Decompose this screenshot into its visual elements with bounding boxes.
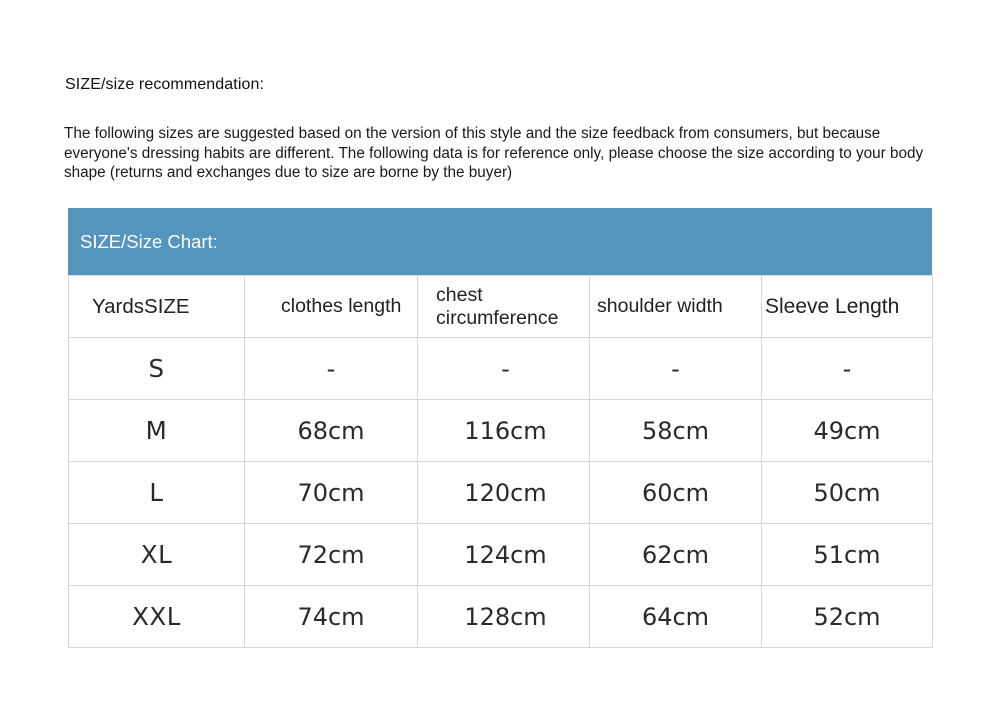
table-row [69, 524, 933, 586]
chest-circumference-cell: - [418, 338, 590, 400]
clothes-length-cell: 70cm [245, 462, 418, 524]
shoulder-width-cell: - [590, 338, 762, 400]
shoulder-width-cell: 62cm [590, 524, 762, 586]
column-header-clothes-length: clothes length [245, 276, 418, 338]
table-row [69, 586, 933, 648]
size-cell: L [69, 462, 245, 524]
size-chart [68, 208, 932, 648]
sleeve-length-cell: 52cm [762, 586, 933, 648]
chest-circumference-cell: 116cm [418, 400, 590, 462]
shoulder-width-cell: 60cm [590, 462, 762, 524]
size-cell: XL [69, 524, 245, 586]
size-recommendation-heading: SIZE/size recommendation: [65, 76, 265, 93]
table-row [69, 338, 933, 400]
chest-circumference-cell: 124cm [418, 524, 590, 586]
sleeve-length-cell: 50cm [762, 462, 933, 524]
sleeve-length-cell: 51cm [762, 524, 933, 586]
size-cell: M [69, 400, 245, 462]
column-header-chest-circumference: chest circumference [418, 276, 590, 338]
clothes-length-cell: 72cm [245, 524, 418, 586]
column-header-sleeve-length: Sleeve Length [762, 276, 933, 338]
size-intro-text: The following sizes are suggested based on the version of this style and the size feedback from consumers, but because everyone's dressing habits are different. The following data is for reference only, please choose the size according to your body shape (returns and exchanges due to size are borne by the buyer) [64, 125, 924, 181]
column-header-size: YardsSIZE [69, 276, 245, 338]
table-row [69, 462, 933, 524]
size-cell: XXL [69, 586, 245, 648]
clothes-length-cell: 74cm [245, 586, 418, 648]
table-header-row [69, 276, 933, 338]
shoulder-width-cell: 64cm [590, 586, 762, 648]
size-cell: S [69, 338, 245, 400]
chest-circumference-cell: 128cm [418, 586, 590, 648]
chest-circumference-cell: 120cm [418, 462, 590, 524]
table-row [69, 400, 933, 462]
size-chart-title: SIZE/Size Chart: [68, 208, 932, 275]
sleeve-length-cell: - [762, 338, 933, 400]
sleeve-length-cell: 49cm [762, 400, 933, 462]
shoulder-width-cell: 58cm [590, 400, 762, 462]
column-header-shoulder-width: shoulder width [590, 276, 762, 338]
clothes-length-cell: - [245, 338, 418, 400]
size-table [68, 275, 933, 648]
clothes-length-cell: 68cm [245, 400, 418, 462]
